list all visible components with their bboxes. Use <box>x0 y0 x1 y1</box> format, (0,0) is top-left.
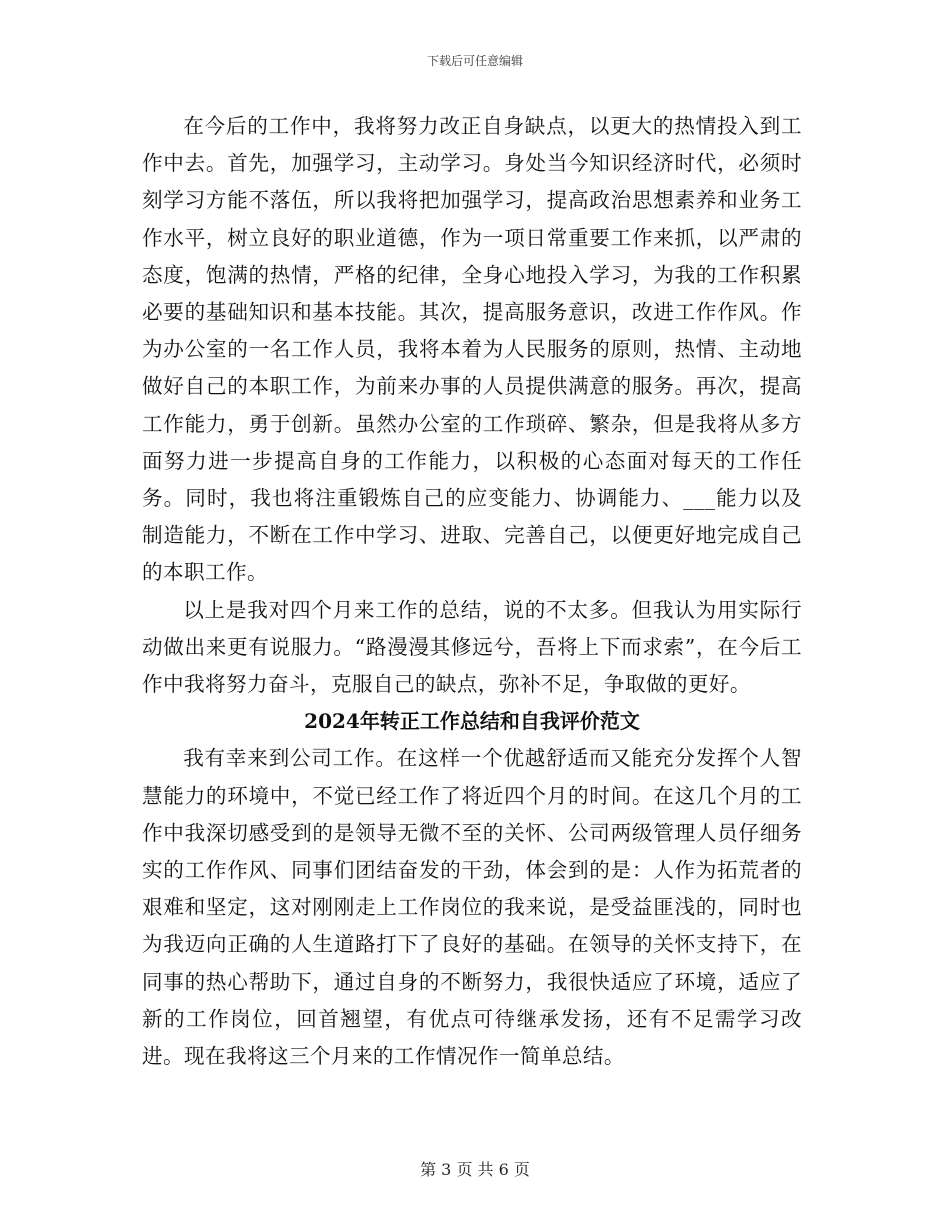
section-title: 2024年转正工作总结和自我评价范文 <box>304 709 640 734</box>
paragraph-summary-conclusion: 以上是我对四个月来工作的总结，说的不太多。但我认为用实际行动做出来更有说服力。“路漫漫其修远兮，吾将上下而求索”，在今后工作中我将努力奋斗，克服自己的缺点，弥补不足，争取做的更好。 <box>142 597 802 697</box>
paragraph-introduction: 我有幸来到公司工作。在这样一个优越舒适而又能充分发挥个人智慧能力的环境中，不觉已经工作了将近四个月的时间。在这几个月的工作中我深切感受到的是领导无微不至的关怀、公司两级管理人员仔细务实的工作作风、同事们团结奋发的干劲，体会到的是：人作为拓荒者的艰难和坚定，这对刚刚走上工作岗位的我来说，是受益匪浅的，同时也为我迈向正确的人生道路打下了良好的基础。在领导的关怀支持下，在同事的热心帮助下，通过自身的不断努力，我很快适应了环境，适应了新的工作岗位，回首翘望，有优点可待继承发扬，还有不足需学习改进。现在我将这三个月来的工作情况作一简单总结。 <box>142 746 802 1069</box>
document-body <box>142 108 802 1075</box>
page-header-note: 下载后可任意编辑 <box>426 54 523 68</box>
paragraph-improvement-plan: 在今后的工作中，我将努力改正自身缺点，以更大的热情投入到工作中去。首先，加强学习，主动学习。身处当今知识经济时代，必须时刻学习方能不落伍，所以我将把加强学习，提高政治思想素养和业务工作水平，树立良好的职业道德，作为一项日常重要工作来抓，以严肃的态度，饱满的热情，严格的纪律，全身心地投入学习，为我的工作积累必要的基础知识和基本技能。其次，提高服务意识，改进工作作风。作为办公室的一名工作人员，我将本着为人民服务的原则，热情、主动地做好自己的本职工作，为前来办事的人员提供满意的服务。再次，提高工作能力，勇于创新。虽然办公室的工作琐碎、繁杂，但是我将从多方面努力进一步提高自身的工作能力，以积极的心态面对每天的工作任务。同时，我也将注重锻炼自己的应变能力、协调能力、___能力以及制造能力，不断在工作中学习、进取、完善自己，以便更好地完成自己的本职工作。 <box>142 114 802 585</box>
page-number-footer: 第 3 页 共 6 页 <box>420 1160 530 1179</box>
